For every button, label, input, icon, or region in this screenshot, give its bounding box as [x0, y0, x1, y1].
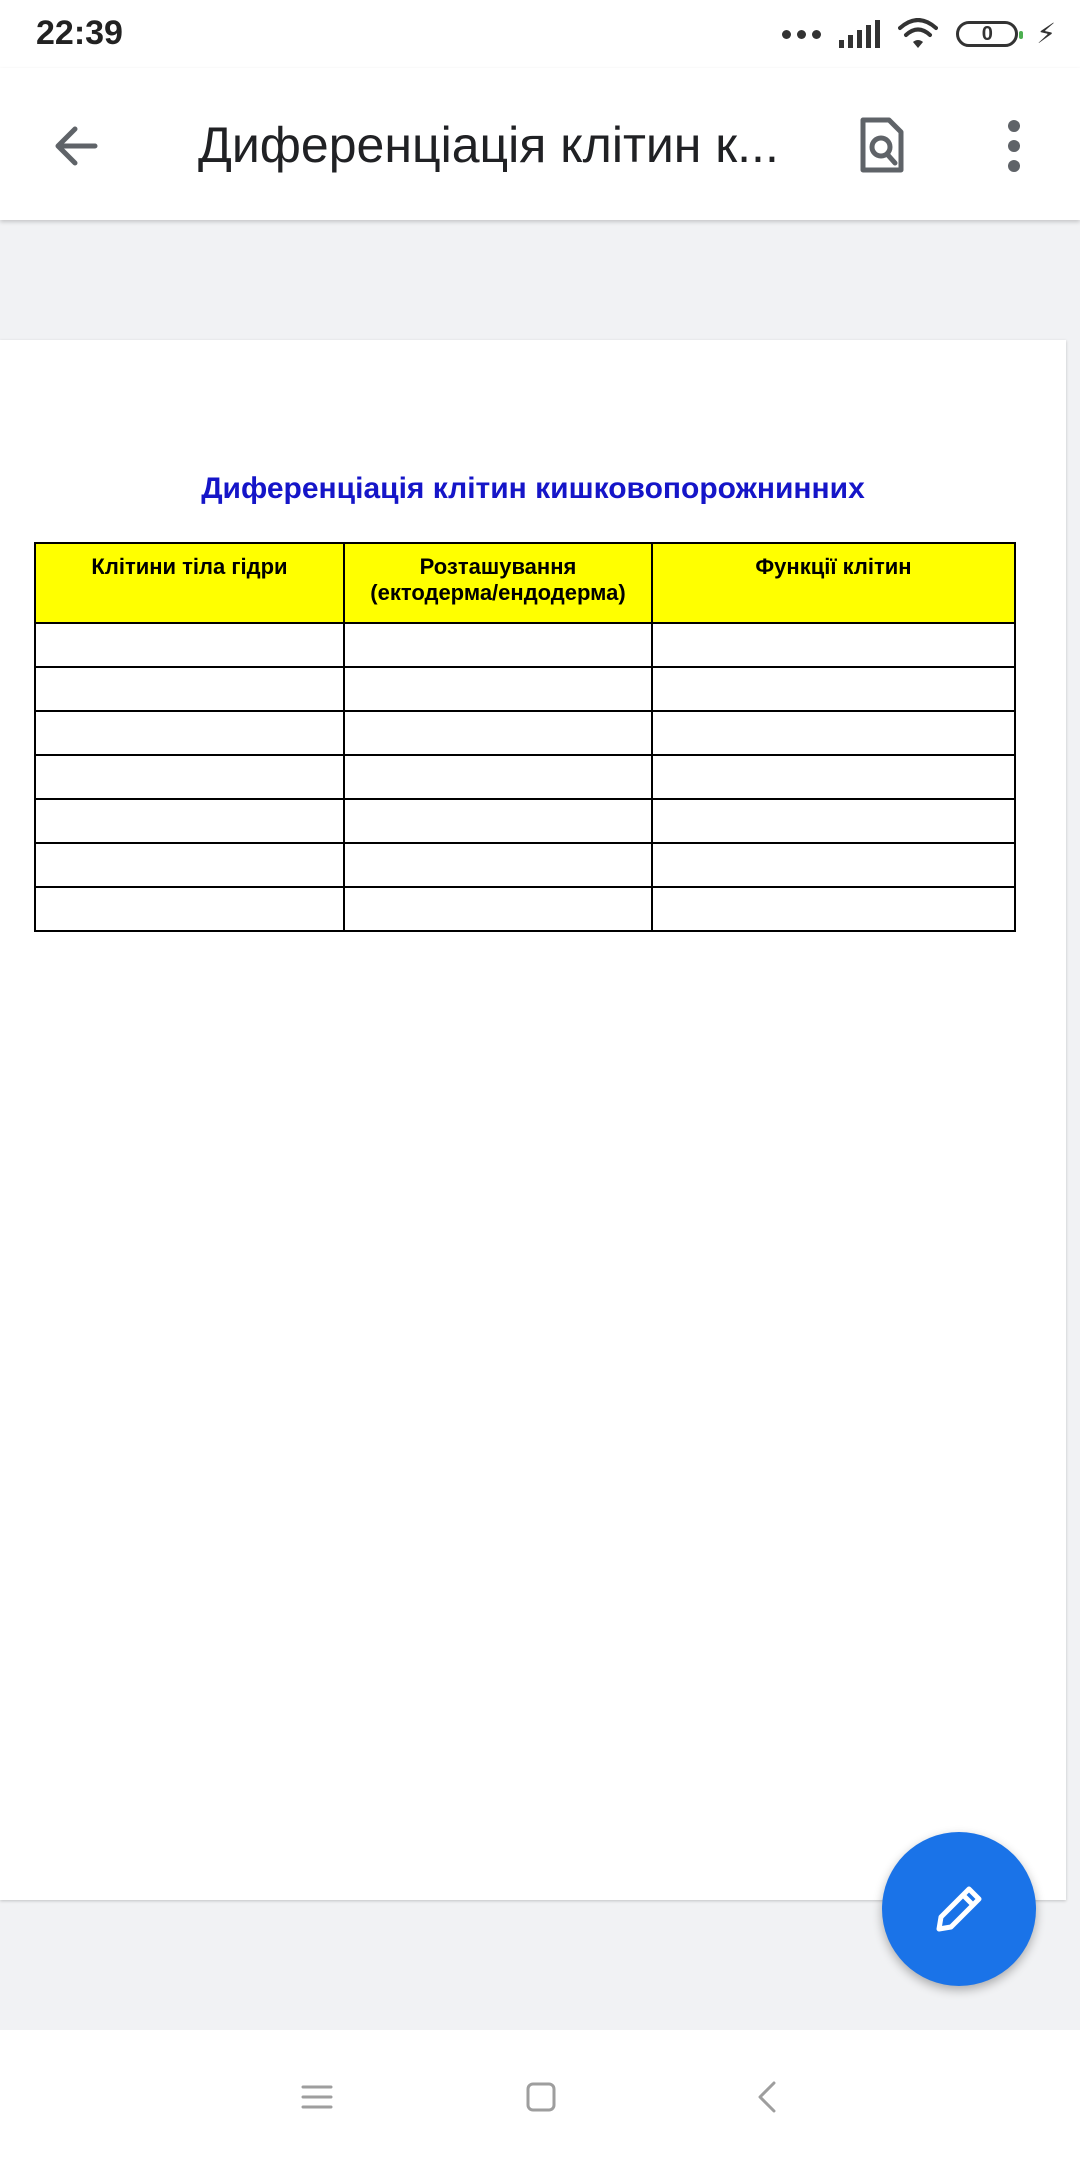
table-cell — [344, 623, 652, 667]
table-cell — [652, 755, 1015, 799]
table-cell — [35, 843, 344, 887]
document-title: Диференціація клітин к... — [198, 117, 779, 173]
more-dots-icon — [782, 30, 821, 39]
table-cell — [652, 623, 1015, 667]
table-cell — [344, 711, 652, 755]
home-button[interactable] — [506, 2062, 576, 2132]
signal-icon — [839, 20, 880, 48]
table-header-cell — [35, 543, 344, 623]
charging-bolt-icon: ⚡ — [1036, 18, 1056, 49]
find-in-page-icon — [857, 116, 907, 176]
status-time: 22:39 — [36, 14, 123, 52]
table-row — [35, 843, 1015, 887]
table-row — [35, 755, 1015, 799]
system-nav-bar — [0, 2030, 1080, 2160]
table-cell — [344, 799, 652, 843]
battery-level: 0 — [981, 22, 993, 45]
worksheet-table — [34, 542, 1016, 932]
status-icons — [782, 14, 1056, 54]
header-line: Функції клітин — [755, 554, 912, 579]
menu-icon — [300, 2083, 334, 2111]
table-header-row — [35, 543, 1015, 623]
arrow-back-icon — [51, 121, 101, 171]
recents-button[interactable] — [282, 2062, 352, 2132]
table-cell — [652, 887, 1015, 931]
edit-button[interactable] — [882, 1832, 1036, 1986]
table-row — [35, 667, 1015, 711]
document-page[interactable] — [0, 340, 1066, 1900]
document-heading: Диференціація клітин кишковопорожнинних — [201, 472, 865, 505]
table-cell — [652, 667, 1015, 711]
edit-pencil-icon — [929, 1879, 989, 1939]
header-line: (ектодерма/ендодерма) — [370, 580, 626, 605]
more-options-button[interactable] — [990, 106, 1038, 186]
table-cell — [652, 711, 1015, 755]
back-chevron-icon — [755, 2080, 779, 2114]
table-header-cell — [344, 543, 652, 623]
home-square-icon — [525, 2081, 557, 2113]
table-row — [35, 799, 1015, 843]
table-row — [35, 887, 1015, 931]
table-cell — [652, 843, 1015, 887]
table-row — [35, 623, 1015, 667]
table-cell — [35, 755, 344, 799]
table-cell — [344, 843, 652, 887]
table-cell — [344, 667, 652, 711]
app-bar — [0, 68, 1080, 220]
table-header-cell — [652, 543, 1015, 623]
wifi-icon — [898, 18, 938, 50]
header-line: Клітини тіла гідри — [91, 554, 288, 579]
header-line: Розташування — [419, 554, 577, 579]
table-cell — [35, 623, 344, 667]
table-cell — [344, 887, 652, 931]
table-cell — [344, 755, 652, 799]
status-bar — [0, 0, 1080, 68]
table-cell — [35, 667, 344, 711]
find-in-page-button[interactable] — [846, 106, 918, 186]
table-cell — [35, 711, 344, 755]
back-button[interactable] — [40, 110, 112, 182]
table-cell — [35, 887, 344, 931]
table-cell — [652, 799, 1015, 843]
table-row — [35, 711, 1015, 755]
table-cell — [35, 799, 344, 843]
battery-icon — [956, 21, 1018, 47]
nav-back-button[interactable] — [732, 2062, 802, 2132]
more-vert-icon — [1006, 120, 1022, 172]
